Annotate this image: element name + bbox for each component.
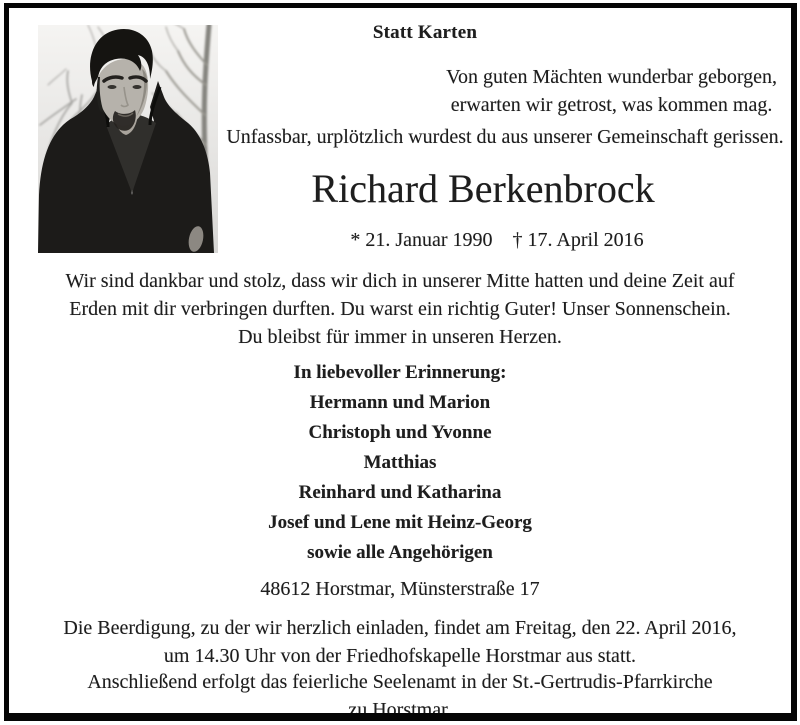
- tribute-paragraph: [0, 267, 800, 351]
- opening-quote: [446, 63, 777, 119]
- funeral-info: [0, 614, 800, 670]
- death-date: † 17. April 2016: [512, 229, 644, 251]
- funeral-line-1: Die Beerdigung, zu der wir herzlich einladen, findet am Freitag, den 22. April 2016,: [63, 617, 737, 639]
- mourner-item: Josef und Lene mit Heinz-Georg: [268, 512, 532, 533]
- tribute-line-1: Wir sind dankbar und stolz, dass wir dich in unserer Mitte hatten und deine Zeit auf: [65, 270, 735, 292]
- tribute-line-3: Du bleibst für immer in unseren Herzen.: [238, 326, 562, 348]
- portrait-photo: [38, 25, 218, 253]
- portrait-photo-graphic: [38, 25, 218, 253]
- birth-date: * 21. Januar 1990: [350, 229, 493, 251]
- mourner-item: Hermann und Marion: [309, 392, 491, 413]
- quote-line-2: erwarten wir getrost, was kommen mag.: [450, 94, 773, 116]
- address-line: 48612 Horstmar, Münsterstraße 17: [260, 578, 540, 600]
- funeral-line-2: um 14.30 Uhr von der Friedhofskapelle Horstmar aus statt.: [163, 645, 637, 667]
- service-line-1: Anschließend erfolgt das feierliche Seelenamt in der St.-Gertrudis-Pfarrkirche: [87, 671, 713, 693]
- mourner-item: sowie alle Angehörigen: [307, 542, 493, 563]
- mourners-heading: In liebevoller Erinnerung:: [293, 362, 507, 383]
- deceased-name: Richard Berkenbrock: [311, 166, 655, 211]
- service-info: [0, 668, 800, 724]
- mourner-item: Reinhard und Katharina: [298, 482, 502, 503]
- tribute-line-2: Erden mit dir verbringen durften. Du warst ein richtig Guter! Unser Sonnenschein.: [69, 298, 731, 320]
- life-dates: [350, 229, 643, 252]
- quote-line-1: Von guten Mächten wunderbar geborgen,: [446, 66, 777, 88]
- pre-header: Statt Karten: [372, 22, 478, 43]
- intro-line: Unfassbar, urplötzlich wurdest du aus unserer Gemeinschaft gerissen.: [226, 126, 784, 148]
- mourners-list: [0, 358, 800, 568]
- mourner-item: Matthias: [363, 452, 437, 473]
- service-line-2: zu Horstmar.: [348, 699, 452, 721]
- mourner-item: Christoph und Yvonne: [308, 422, 492, 443]
